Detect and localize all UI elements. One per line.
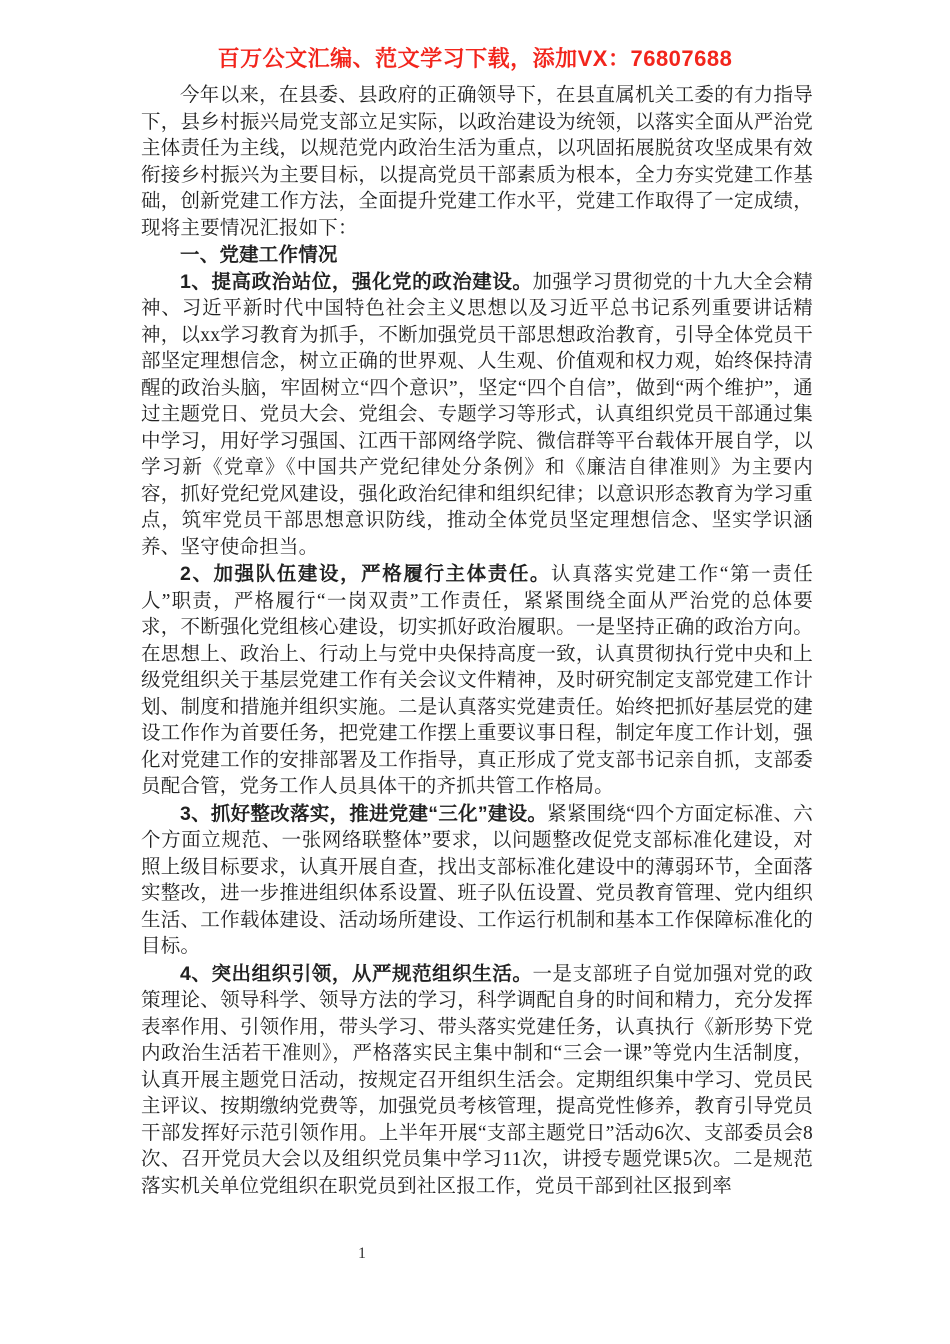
paragraph-1-lead: 1、提高政治站位，强化党的政治建设。 [180, 270, 533, 293]
paragraph-3-lead: 3、抓好整改落实，推进党建“三化”建设。 [180, 802, 548, 825]
paragraph-4-text: 一是支部班子自觉加强对党的政策理论、领导科学、领导方法的学习，科学调配自身的时间和精力，充分发挥表率作用、引领作用，带头学习、带头落实党建任务，认真执行《新形势下党内政治生活若干准则》，严格落实民主集中制和“三会一课”等党内生活制度，认真开展主题党日活动，按规定召开组织生活会。定期组织集中学习、党员民主评议、按期缴纳党费等，加强党员考核管理，提高党性修养，教育引导党员干部发挥好示范引领作用。上半年开展“支部主题党日”活动6次、支部委员会8次、召开党员大会以及组织党员集中学习11次，讲授专题党课5次。二是规范落实机关单位党组织在职党员到社区报工作，党员干部到社区报到率 [141, 963, 813, 1197]
paragraph-2-lead: 2、加强队伍建设，严格履行主体责任。 [180, 563, 552, 585]
intro-paragraph: 今年以来，在县委、县政府的正确领导下，在县直属机关工委的有力指导下，县乡村振兴局党支部立足实际，以政治建设为统领，以落实全面从严治党主体责任为主线，以规范党内政治生活为重点，以巩固拓展脱贫攻坚成果有效衔接乡村振兴为主要目标，以提高党员干部素质为根本，全力夯实党建工作基础，创新党建工作方法，全面提升党建工作水平，党建工作取得了一定成绩，现将主要情况汇报如下： [141, 85, 813, 239]
paragraph-1 [141, 269, 813, 562]
page-number: 1 [358, 1245, 366, 1262]
paragraph-2 [141, 561, 813, 801]
paragraph-4 [141, 961, 813, 1201]
paragraph-1-text: 加强学习贯彻党的十九大全会精神、习近平新时代中国特色社会主义思想以及习近平总书记系列重要讲话精神，以xx学习教育为抓手，不断加强党员干部思想政治教育，引导全体党员干部坚定理想信念，树立正确的世界观、人生观、价值观和权力观，始终保持清醒的政治头脑，牢固树立“四个意识”，坚定“四个自信”，做到“两个维护”，通过主题党日、党员大会、党组会、专题学习等形式，认真组织党员干部通过集中学习，用好学习强国、江西干部网络学院、微信群等平台载体开展自学，以学习新《党章》《中国共产党纪律处分条例》和《廉洁自律准则》为主要内容，抓好党纪党风建设，强化政治纪律和组织纪律；以意识形态教育为学习重点，筑牢党员干部思想意识防线，推动全体党员坚定理想信念、坚实学识涵养、坚守使命担当。 [141, 271, 813, 558]
paragraph-3-text: 紧紧围绕“四个方面定标准、六个方面立规范、一张网络联整体”要求，以问题整改促党支部标准化建设，对照上级目标要求，认真开展自查，找出支部标准化建设中的薄弱环节，全面落实整改，进一步推进组织体系设置、班子队伍设置、党员教育管理、党内组织生活、工作载体建设、活动场所建设、工作运行机制和基本工作保障标准化的目标。 [141, 803, 813, 957]
paragraph-3 [141, 801, 813, 961]
section-heading: 一、党建工作情况 [180, 244, 338, 266]
paragraph-2-text: 认真落实党建工作“第一责任人”职责，严格履行“一岗双责”工作责任，紧紧围绕全面从严治党的总体要求，不断强化党组核心建设，切实抓好政治履职。一是坚持正确的政治方向。在思想上、政治上、行动上与党中央保持高度一致，认真贯彻执行党中央和上级党组织关于基层党建工作有关会议文件精神，及时研究制定支部党建工作计划、制度和措施并组织实施。二是认真落实党建责任。始终把抓好基层党的建设工作作为首要任务，把党建工作摆上重要议事日程，制定年度工作计划，强化对党建工作的安排部署及工作指导，真正形成了党支部书记亲自抓，支部委员配合管，党务工作人员具体干的齐抓共管工作格局。 [141, 564, 813, 797]
paragraph-4-lead: 4、突出组织引领，从严规范组织生活。 [180, 962, 533, 985]
promo-header: 百万公文汇编、范文学习下载，添加VX：76807688 [217, 46, 733, 71]
document-body [141, 83, 813, 1200]
